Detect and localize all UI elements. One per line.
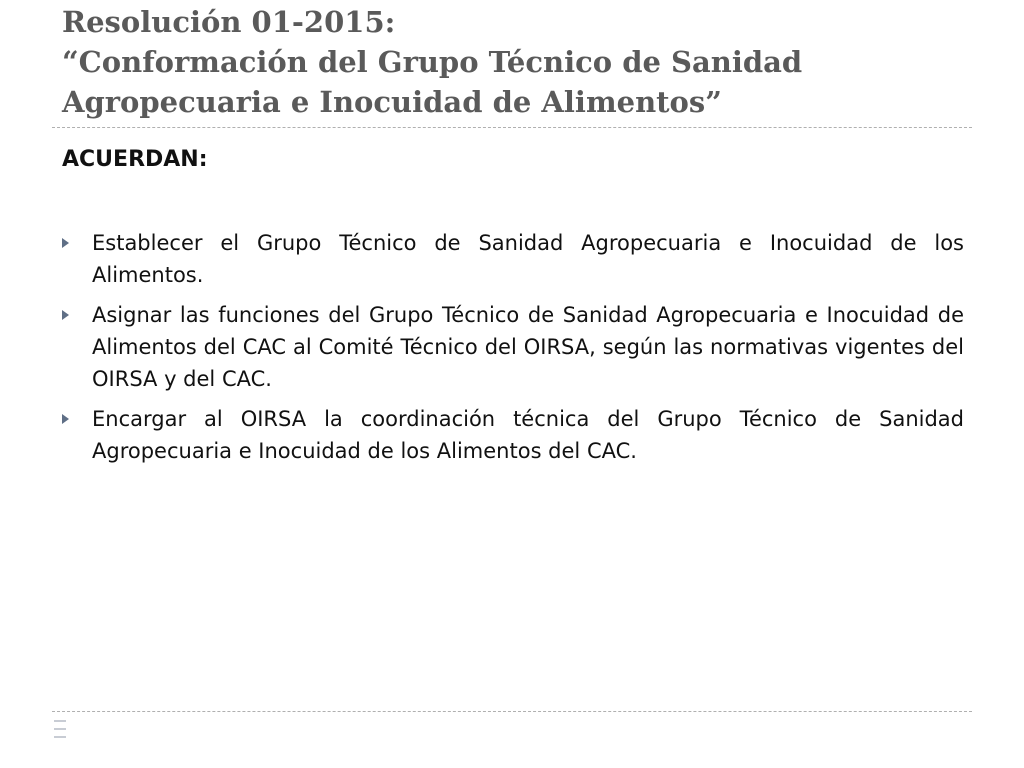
list-item (62, 403, 964, 467)
list-item-text: Encargar al OIRSA la coordinación técnica del Grupo Técnico de Sanidad Agropecuaria e Inocuidad de los Alimentos del CAC. (92, 407, 964, 463)
title-divider (52, 127, 972, 128)
triangle-right-icon (62, 414, 69, 424)
title-line: Agropecuaria e Inocuidad de Alimentos” (62, 85, 722, 119)
triangle-right-icon (62, 238, 69, 248)
list-item-text: Establecer el Grupo Técnico de Sanidad Agropecuaria e Inocuidad de los Alimentos. (92, 231, 964, 287)
section-heading: ACUERDAN: (62, 147, 208, 172)
slide-title (62, 2, 1002, 122)
triangle-right-icon (62, 310, 69, 320)
footer-decoration (54, 718, 66, 740)
list-item-text: Asignar las funciones del Grupo Técnico de Sanidad Agropecuaria e Inocuidad de Alimentos del CAC al Comité Técnico del OIRSA, según las normativas vigentes del OIRSA y del CAC. (92, 303, 964, 391)
bullet-list (62, 227, 964, 475)
list-item (62, 227, 964, 291)
title-line: “Conformación del Grupo Técnico de Sanidad (62, 45, 803, 79)
list-item (62, 299, 964, 395)
title-line: Resolución 01-2015: (62, 5, 396, 39)
footer-divider (52, 711, 972, 712)
